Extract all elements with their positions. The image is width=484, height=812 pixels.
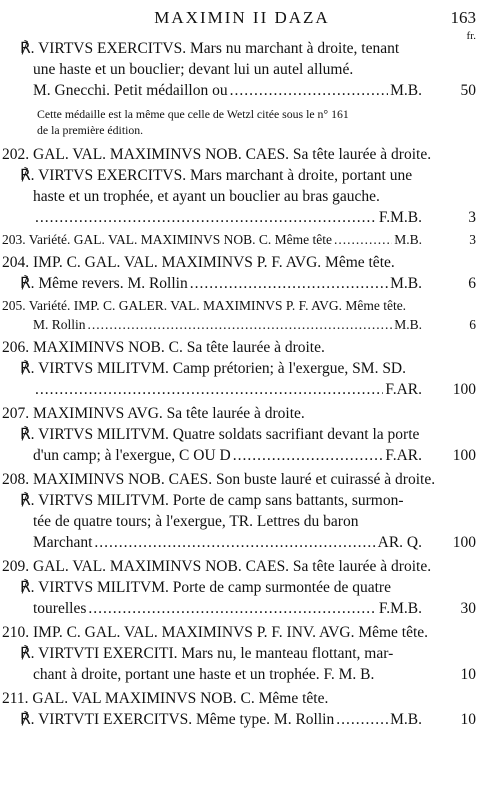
reverse-line: ℟. VIRTVS MILITVM. Porte de camp sans battants, surmon- bbox=[20, 492, 404, 509]
leader-dots bbox=[233, 445, 384, 466]
price-value: 3 bbox=[469, 232, 476, 247]
obverse-entry: 210. IMP. C. GAL. VAL. MAXIMINVS P. F. INV. AVG. Même tête. bbox=[2, 624, 429, 641]
leader-dots bbox=[334, 230, 392, 249]
price-value: 10 bbox=[460, 666, 476, 683]
priced-line: Marchant ..... AR. Q. 100 bbox=[0, 532, 484, 553]
obverse-entry: 211. GAL. VAL MAXIMINVS NOB. C. Même tête. bbox=[2, 690, 329, 707]
price-value: 6 bbox=[469, 317, 476, 332]
reverse-line: ℟. VIRTVS EXERCITVS. Mars nu marchant à droite, tenant bbox=[20, 40, 400, 57]
page-header bbox=[0, 8, 484, 42]
obverse-entry: 209. GAL. VAL. MAXIMINVS NOB. CAES. Sa tête laurée à droite. bbox=[2, 558, 432, 575]
price-value: 50 bbox=[460, 82, 476, 99]
price-value: 3 bbox=[468, 209, 476, 226]
leader-dots bbox=[190, 273, 388, 294]
obverse-entry: 208. MAXIMINVS NOB. CAES. Son buste lauré et cuirassé à droite. bbox=[2, 471, 436, 488]
page-number: 163 bbox=[450, 8, 476, 27]
variant-entry: 203. Variété. GAL. VAL. MAXIMINVS NOB. C. Même tête ..... M.B. 3 bbox=[0, 230, 484, 249]
price-value: 100 bbox=[452, 534, 476, 551]
leader-dots bbox=[88, 598, 377, 619]
priced-line bbox=[0, 207, 484, 228]
obverse-entry: 204. IMP. C. GAL. VAL. MAXIMINVS P. F. AVG. Même tête. bbox=[2, 254, 395, 271]
metal-grade: F.M.B. bbox=[378, 600, 422, 617]
leader-dots bbox=[35, 379, 383, 400]
footnote-line: Cette médaille est la même que celle de Wetzl citée sous le n° 161 bbox=[37, 107, 349, 121]
price-value: 6 bbox=[468, 275, 476, 292]
priced-line bbox=[0, 379, 484, 400]
column-unit-label: fr. bbox=[466, 30, 476, 42]
metal-grade: F.AR. bbox=[385, 447, 422, 464]
continuation-line: une haste et un bouclier; devant lui un autel allumé. bbox=[33, 61, 354, 78]
price-value: 10 bbox=[460, 711, 476, 728]
leader-dots bbox=[88, 315, 393, 334]
variant-entry: 205. Variété. IMP. C. GALER. VAL. MAXIMINVS P. F. AVG. Même tête. bbox=[2, 298, 407, 313]
metal-grade: M.B. bbox=[394, 232, 422, 247]
footnote-line: de la première édition. bbox=[37, 123, 144, 137]
leader-dots bbox=[336, 709, 388, 730]
priced-line: ℟. Même revers. M. Rollin ..... M.B. 6 bbox=[0, 273, 484, 294]
metal-grade: AR. Q. bbox=[377, 534, 422, 551]
reverse-line: ℟. VIRTVS MILITVM. Quatre soldats sacrifiant devant la porte bbox=[20, 426, 420, 443]
price-value: 100 bbox=[452, 381, 476, 398]
metal-grade: F.AR. bbox=[385, 381, 422, 398]
priced-line: ℟. VIRTVTI EXERCITVS. Même type. M. Rollin ..... M.B. 10 bbox=[0, 709, 484, 730]
reverse-line: ℟. VIRTVS MILITVM. Porte de camp surmontée de quatre bbox=[20, 579, 391, 596]
continuation-line: haste et un trophée, et ayant un bouclier au bras gauche. bbox=[33, 188, 380, 205]
obverse-entry: 207. MAXIMINVS AVG. Sa tête laurée à droite. bbox=[2, 405, 305, 422]
price-value: 30 bbox=[460, 600, 476, 617]
leader-dots bbox=[230, 80, 389, 101]
metal-grade: F.M.B. bbox=[378, 209, 422, 226]
obverse-entry: 206. MAXIMINVS NOB. C. Sa tête laurée à droite. bbox=[2, 339, 325, 356]
priced-line: chant à droite, portant une haste et un trophée. F. M. B. 10 bbox=[0, 664, 484, 685]
reverse-line: ℟. VIRTVS EXERCITVS. Mars marchant à droite, portant une bbox=[20, 167, 413, 184]
obverse-entry: 202. GAL. VAL. MAXIMINVS NOB. CAES. Sa tête laurée à droite. bbox=[2, 146, 432, 163]
leader-dots bbox=[94, 532, 375, 553]
running-title: MAXIMIN II DAZA bbox=[154, 8, 330, 27]
metal-grade: M.B. bbox=[390, 275, 422, 292]
priced-line: M. Gnecchi. Petit médaillon ou ..... M.B. 50 bbox=[0, 80, 484, 101]
leader-dots bbox=[35, 207, 377, 228]
metal-grade: M.B. bbox=[394, 317, 422, 332]
priced-line: tourelles ..... F.M.B. 30 bbox=[0, 598, 484, 619]
coin-entries bbox=[0, 38, 484, 730]
reverse-line: ℟. VIRTVS MILITVM. Camp prétorien; à l'exergue, SM. SD. bbox=[20, 360, 407, 377]
continuation-line: tée de quatre tours; à l'exergue, TR. Lettres du baron bbox=[33, 513, 359, 530]
priced-line: d'un camp; à l'exergue, C OU D ..... F.AR. 100 bbox=[0, 445, 484, 466]
metal-grade: M.B. bbox=[390, 82, 422, 99]
priced-line: M. Rollin ..... M.B. 6 bbox=[0, 315, 484, 334]
reverse-line: ℟. VIRTVTI EXERCITI. Mars nu, le manteau flottant, mar- bbox=[20, 645, 394, 662]
price-value: 100 bbox=[452, 447, 476, 464]
metal-grade: M.B. bbox=[390, 711, 422, 728]
